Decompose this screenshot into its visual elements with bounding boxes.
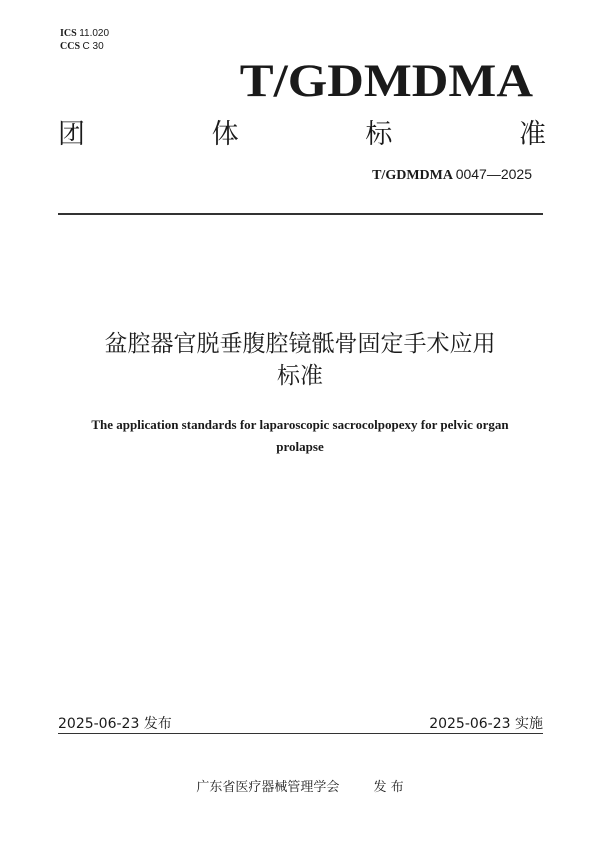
ccs-value: C 30 — [82, 41, 104, 52]
standard-type-char: 团 — [58, 119, 85, 150]
title-english — [60, 414, 540, 458]
standard-type — [58, 112, 546, 151]
ccs-code — [60, 41, 104, 52]
standard-type-char: 标 — [365, 119, 393, 150]
standard-number-value: 0047—2025 — [455, 166, 532, 182]
publisher-line — [0, 776, 600, 795]
standard-number — [372, 166, 532, 184]
title-en-line: The application standards for laparoscopic sacrocolpopexy for pelvic organ — [91, 417, 509, 432]
publisher-action: 发 布 — [373, 780, 404, 795]
issue-date: 2025-06-23 发布 — [58, 716, 172, 732]
organization-code: T/GDMDMA — [239, 55, 533, 107]
ics-code — [60, 28, 109, 39]
bottom-divider — [58, 733, 543, 734]
implement-date: 2025-06-23 实施 — [429, 716, 543, 732]
title-chinese — [60, 328, 540, 392]
title-zh-line: 盆腔器官脱垂腹腔镜骶骨固定手术应用 — [104, 331, 496, 357]
ics-label: ICS — [60, 28, 77, 39]
title-en-line: prolapse — [276, 439, 324, 454]
top-divider — [58, 213, 543, 215]
standard-number-prefix: T/GDMDMA — [372, 168, 453, 183]
standard-type-char: 体 — [211, 119, 239, 150]
ics-value: 11.020 — [79, 28, 110, 39]
standard-type-char: 准 — [518, 119, 546, 150]
ccs-label: CCS — [60, 41, 81, 52]
title-zh-line: 标准 — [277, 363, 323, 389]
publisher-name: 广东省医疗器械管理学会 — [196, 780, 340, 795]
